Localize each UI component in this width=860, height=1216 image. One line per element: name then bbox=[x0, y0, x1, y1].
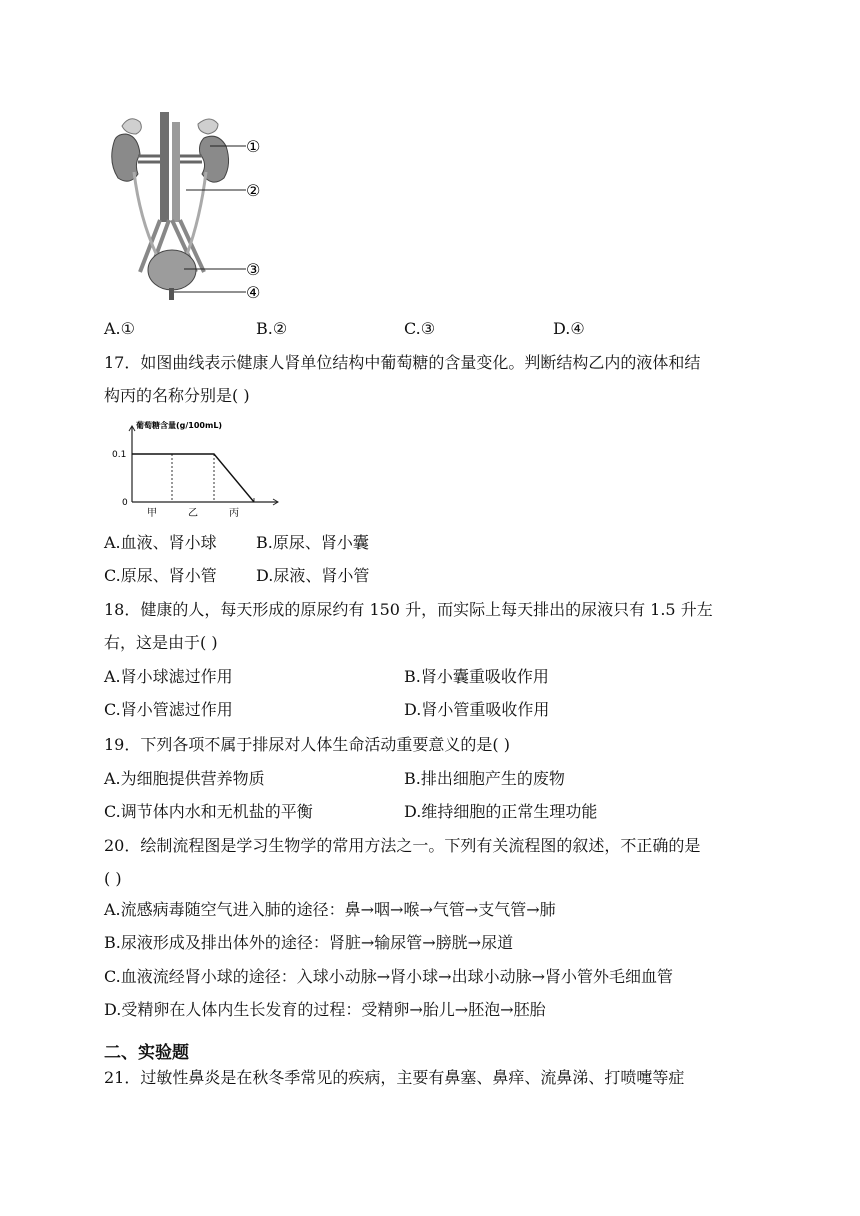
q18-option-b: B.肾小囊重吸收作用 bbox=[404, 667, 549, 686]
figure-label-1: ① bbox=[246, 137, 261, 156]
q20-stem-line1: 20．绘制流程图是学习生物学的常用方法之一。下列有关流程图的叙述，不正确的是 bbox=[104, 836, 701, 855]
q17-option-a: A.血液、肾小球 bbox=[104, 533, 217, 552]
q18-stem-line2: 右，这是由于( ) bbox=[104, 633, 218, 652]
q19-stem: 19．下列各项不属于排尿对人体生命活动重要意义的是( ) bbox=[104, 735, 510, 754]
q16-option-a: A.① bbox=[104, 319, 135, 338]
q18-option-c: C.肾小管滤过作用 bbox=[104, 700, 233, 719]
q17-option-c: C.原尿、肾小管 bbox=[104, 566, 217, 585]
q17-option-d: D.尿液、肾小管 bbox=[256, 566, 370, 585]
q16-option-b: B.② bbox=[256, 319, 288, 338]
figure-label-4: ④ bbox=[246, 283, 261, 302]
q17-option-b: B.原尿、肾小囊 bbox=[256, 533, 369, 552]
q20-option-b: B.尿液形成及排出体外的途径：肾脏→输尿管→膀胱→尿道 bbox=[104, 933, 514, 952]
q19-option-c: C.调节体内水和无机盐的平衡 bbox=[104, 802, 313, 821]
section-title-experiment: 二、实验题 bbox=[104, 1043, 189, 1063]
y-tick-label-0: 0 bbox=[122, 498, 128, 508]
x-tick-label: 丙 bbox=[229, 508, 239, 519]
x-tick-label: 甲 bbox=[147, 508, 157, 519]
q19-option-a: A.为细胞提供营养物质 bbox=[104, 769, 265, 788]
q20-stem-line2: ( ) bbox=[104, 869, 122, 888]
q17-stem-line1: 17．如图曲线表示健康人肾单位结构中葡萄糖的含量变化。判断结构乙内的液体和结 bbox=[104, 353, 701, 372]
q21-stem-line1: 21．过敏性鼻炎是在秋冬季常见的疾病，主要有鼻塞、鼻痒、流鼻涕、打喷嚏等症 bbox=[104, 1068, 685, 1087]
glucose-chart bbox=[110, 418, 286, 522]
y-axis-label: 葡萄糖含量(g/100mL) bbox=[136, 421, 223, 430]
figure-label-2: ② bbox=[246, 181, 261, 200]
q16-option-c: C.③ bbox=[404, 319, 436, 338]
urinary-system-figure bbox=[100, 112, 270, 302]
x-tick-label: 乙 bbox=[188, 508, 198, 519]
figure-label-3: ③ bbox=[246, 260, 261, 279]
q16-option-d: D.④ bbox=[553, 319, 585, 338]
q20-option-c: C.血液流经肾小球的途径：入球小动脉→肾小球→出球小动脉→肾小管外毛细血管 bbox=[104, 967, 673, 986]
glucose-line bbox=[132, 454, 254, 502]
q19-option-d: D.维持细胞的正常生理功能 bbox=[404, 802, 598, 821]
q20-option-a: A.流感病毒随空气进入肺的途径：鼻→咽→喉→气管→支气管→肺 bbox=[104, 900, 556, 919]
q18-option-a: A.肾小球滤过作用 bbox=[104, 667, 233, 686]
q18-stem-line1: 18．健康的人，每天形成的原尿约有 150 升，而实际上每天排出的尿液只有 1.5 升左 bbox=[104, 600, 713, 619]
q20-option-d: D.受精卵在人体内生长发育的过程：受精卵→胎儿→胚泡→胚胎 bbox=[104, 1000, 546, 1019]
q17-stem-line2: 构丙的名称分别是( ) bbox=[104, 386, 250, 405]
y-tick-label-0-1: 0.1 bbox=[112, 450, 127, 460]
q18-option-d: D.肾小管重吸收作用 bbox=[404, 700, 550, 719]
q19-option-b: B.排出细胞产生的废物 bbox=[404, 769, 565, 788]
